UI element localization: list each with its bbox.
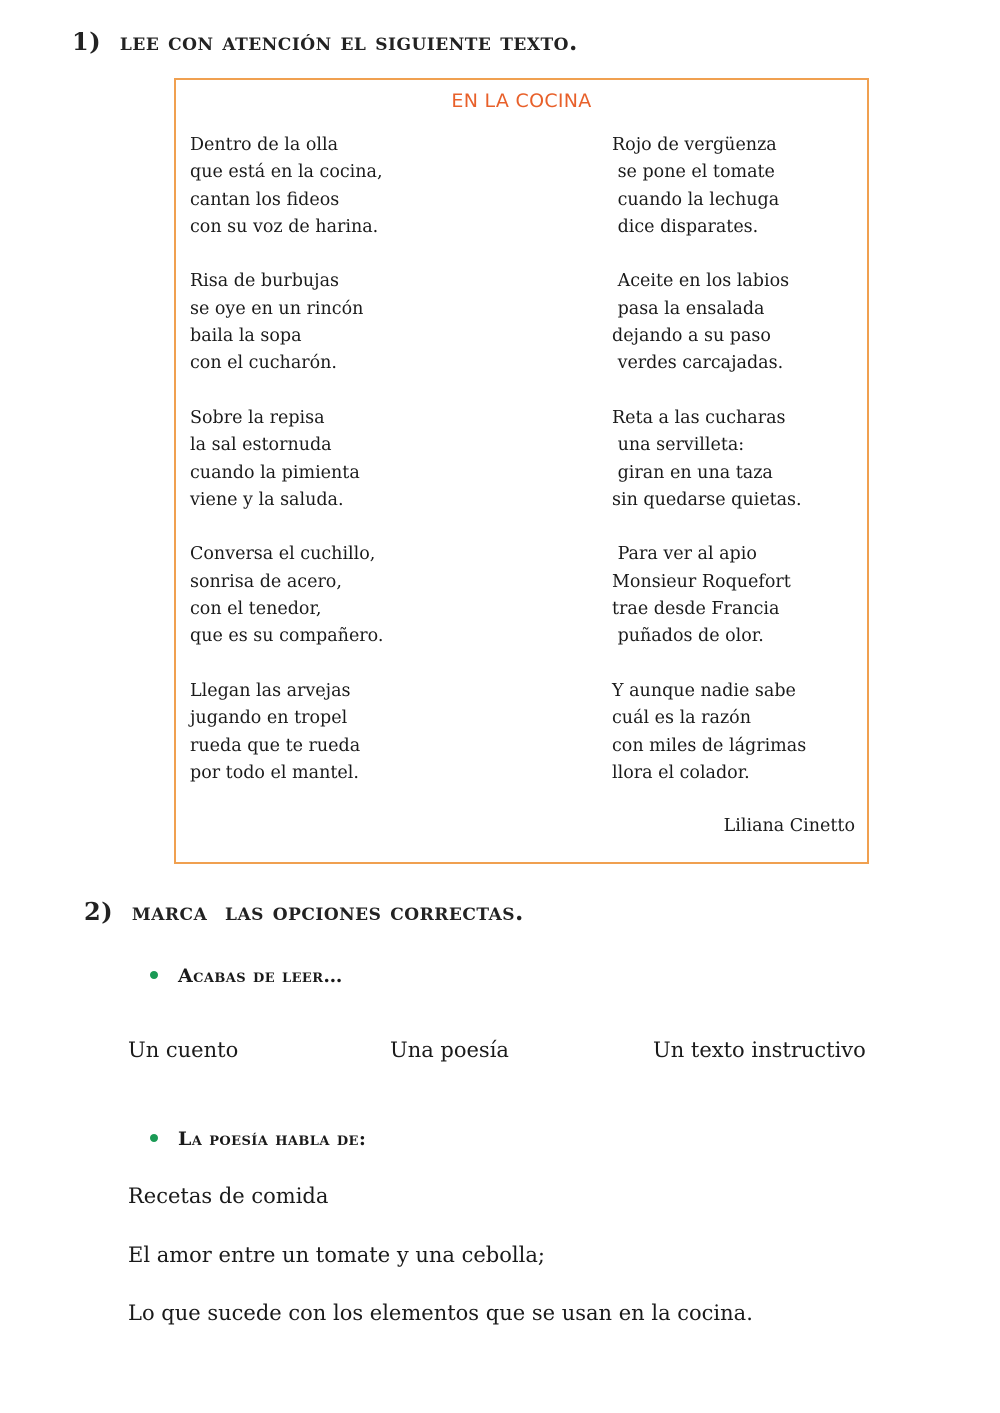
section-2-title: marca las opciones correctas. xyxy=(131,897,524,926)
poem-line: sonrisa de acero, xyxy=(190,571,342,592)
question-1-text: Acabas de leer… xyxy=(178,965,343,987)
poem-line: se pone el tomate xyxy=(612,162,775,183)
question-2-prompt xyxy=(150,1128,366,1150)
question-2-text: La poesía habla de: xyxy=(178,1128,367,1150)
poem-line: Conversa el cuchillo, xyxy=(190,544,376,565)
poem-line: la sal estornuda xyxy=(190,435,332,456)
poem-line: que es su compañero. xyxy=(190,626,384,647)
poem-box xyxy=(174,78,869,864)
section-1-heading xyxy=(72,27,578,56)
poem-line: por todo el mantel. xyxy=(190,762,359,783)
poem-line: Llegan las arvejas xyxy=(190,680,351,701)
poem-line: cantan los fideos xyxy=(190,189,340,210)
poem-stanza-left xyxy=(190,678,383,787)
poem-stanza-left xyxy=(190,132,383,241)
section-1-title: lee con atención el siguiente texto. xyxy=(119,27,578,56)
option-un-cuento[interactable]: Un cuento xyxy=(128,1038,239,1062)
bullet-icon xyxy=(150,971,158,979)
option-una-poesia[interactable]: Una poesía xyxy=(390,1038,509,1062)
poem-stanza-right xyxy=(612,678,806,787)
poem-line: verdes carcajadas. xyxy=(612,353,784,374)
poem-line: con miles de lágrimas xyxy=(612,735,807,756)
poem-line: que está en la cocina, xyxy=(190,162,383,183)
poem-line: Para ver al apio xyxy=(612,544,757,565)
poem-line: cuál es la razón xyxy=(612,708,751,729)
poem-line: Sobre la repisa xyxy=(190,407,325,428)
poem-line: cuando la pimienta xyxy=(190,462,360,483)
poem-line: se oye en un rincón xyxy=(190,298,364,319)
poem-right-column xyxy=(612,132,806,814)
poem-title: EN LA COCINA xyxy=(451,90,592,112)
poem-line: giran en una taza xyxy=(612,462,773,483)
poem-stanza-left xyxy=(190,541,383,650)
poem-line: trae desde Francia xyxy=(612,599,780,620)
poem-line: jugando en tropel xyxy=(190,708,348,729)
bullet-icon xyxy=(150,1134,158,1142)
poem-left-column xyxy=(190,132,383,814)
poem-line: sin quedarse quietas. xyxy=(612,489,802,510)
section-2-heading xyxy=(84,897,524,926)
option-elementos-cocina[interactable]: Lo que sucede con los elementos que se usan en la cocina. xyxy=(128,1301,753,1325)
poem-author: Liliana Cinetto xyxy=(723,816,855,836)
poem-line: Reta a las cucharas xyxy=(612,407,786,428)
poem-stanza-right xyxy=(612,541,806,650)
poem-line: Risa de burbujas xyxy=(190,271,340,292)
section-1-number: 1) xyxy=(72,27,102,56)
poem-line: con el tenedor, xyxy=(190,599,322,620)
option-recetas[interactable]: Recetas de comida xyxy=(128,1184,329,1208)
poem-line: con su voz de harina. xyxy=(190,216,379,237)
option-amor-tomate-cebolla[interactable]: El amor entre un tomate y una cebolla; xyxy=(128,1243,545,1267)
poem-line: viene y la saluda. xyxy=(190,489,344,510)
poem-line: dejando a su paso xyxy=(612,326,771,347)
poem-line: Y aunque nadie sabe xyxy=(612,680,796,701)
option-texto-instructivo[interactable]: Un texto instructivo xyxy=(653,1038,866,1062)
poem-stanza-left xyxy=(190,268,383,377)
poem-line: rueda que te rueda xyxy=(190,735,361,756)
poem-line: Aceite en los labios xyxy=(612,271,790,292)
poem-line: Monsieur Roquefort xyxy=(612,571,791,592)
poem-stanza-right xyxy=(612,405,806,514)
section-2-number: 2) xyxy=(84,897,114,926)
poem-line: Dentro de la olla xyxy=(190,135,339,155)
poem-stanza-right xyxy=(612,132,806,241)
poem-line: puñados de olor. xyxy=(612,626,764,647)
poem-line: dice disparates. xyxy=(612,216,759,237)
question-1-prompt xyxy=(150,965,343,987)
poem-stanza-left xyxy=(190,405,383,514)
poem-line: con el cucharón. xyxy=(190,353,337,374)
poem-line: baila la sopa xyxy=(190,326,302,347)
poem-line: Rojo de vergüenza xyxy=(612,135,777,155)
poem-stanza-right xyxy=(612,268,806,377)
poem-line: una servilleta: xyxy=(612,435,745,456)
poem-line: cuando la lechuga xyxy=(612,189,780,210)
poem-line: pasa la ensalada xyxy=(612,298,765,319)
poem-line: llora el colador. xyxy=(612,762,750,783)
